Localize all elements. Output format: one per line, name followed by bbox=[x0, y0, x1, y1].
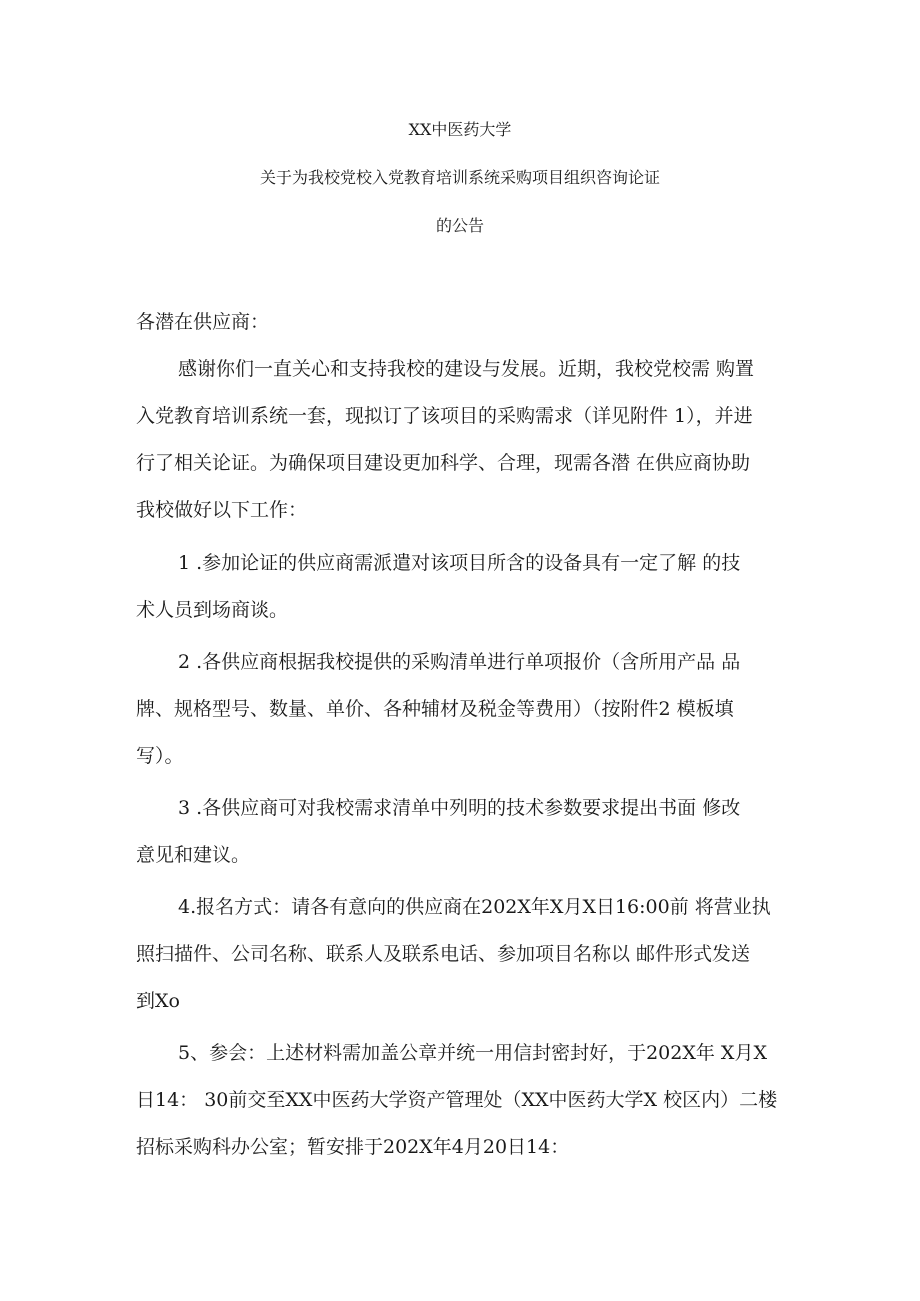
salutation: 各潜在供应商： bbox=[136, 311, 270, 333]
para-4-line-2: 意见和建议。 bbox=[136, 844, 251, 866]
title-line-3: 的公告 bbox=[435, 216, 484, 235]
para-3-line-3: 写）。 bbox=[136, 745, 184, 767]
para-5-line-2: 照扫描件、公司名称、联系人及联系电话、参加项目名称以 邮件形式发送 bbox=[136, 943, 751, 965]
para-1-line-3: 行了相关论证。为确保项目建设更加科学、合理，现需各潜 在供应商协助 bbox=[136, 452, 751, 474]
para-6-line-1: 5、参会：上述材料需加盖公章并统一用信封密封好，于202X年 X月X bbox=[178, 1042, 767, 1064]
para-1-line-4: 我校做好以下工作： bbox=[136, 499, 308, 521]
para-6-line-3: 招标采购科办公室；暂安排于202X年4月20日14： bbox=[136, 1136, 570, 1158]
para-5-line-3: 到Xo bbox=[136, 990, 180, 1012]
para-6-line-2: 日14： 30前交至XX中医药大学资产管理处（XX中医药大学X 校区内）二楼 bbox=[136, 1089, 778, 1111]
para-1-line-1: 感谢你们一直关心和支持我校的建设与发展。近期，我校党校需 购置 bbox=[178, 358, 755, 380]
para-4-line-1: 3 .各供应商可对我校需求清单中列明的技术参数要求提出书面 修改 bbox=[178, 797, 741, 819]
title-line-2: 关于为我校党校入党教育培训系统采购项目组织咨询论证 bbox=[259, 168, 660, 187]
para-2-line-1: 1 .参加论证的供应商需派遣对该项目所含的设备具有一定了解 的技 bbox=[178, 552, 741, 574]
title-line-1: XX中医药大学 bbox=[408, 120, 512, 139]
para-3-line-1: 2 .各供应商根据我校提供的采购清单进行单项报价（含所用产品 品 bbox=[178, 651, 741, 673]
para-2-line-2: 术人员到场商谈。 bbox=[136, 599, 289, 621]
para-5-line-1: 4.报名方式：请各有意向的供应商在202X年X月X日16:00前 将营业执 bbox=[178, 896, 771, 918]
para-3-line-2: 牌、规格型号、数量、单价、各种辅材及税金等费用）（按附件2 模板填 bbox=[136, 698, 734, 720]
para-1-line-2: 入党教育培训系统一套，现拟订了该项目的采购需求（详见附件 1），并进 bbox=[136, 405, 753, 427]
